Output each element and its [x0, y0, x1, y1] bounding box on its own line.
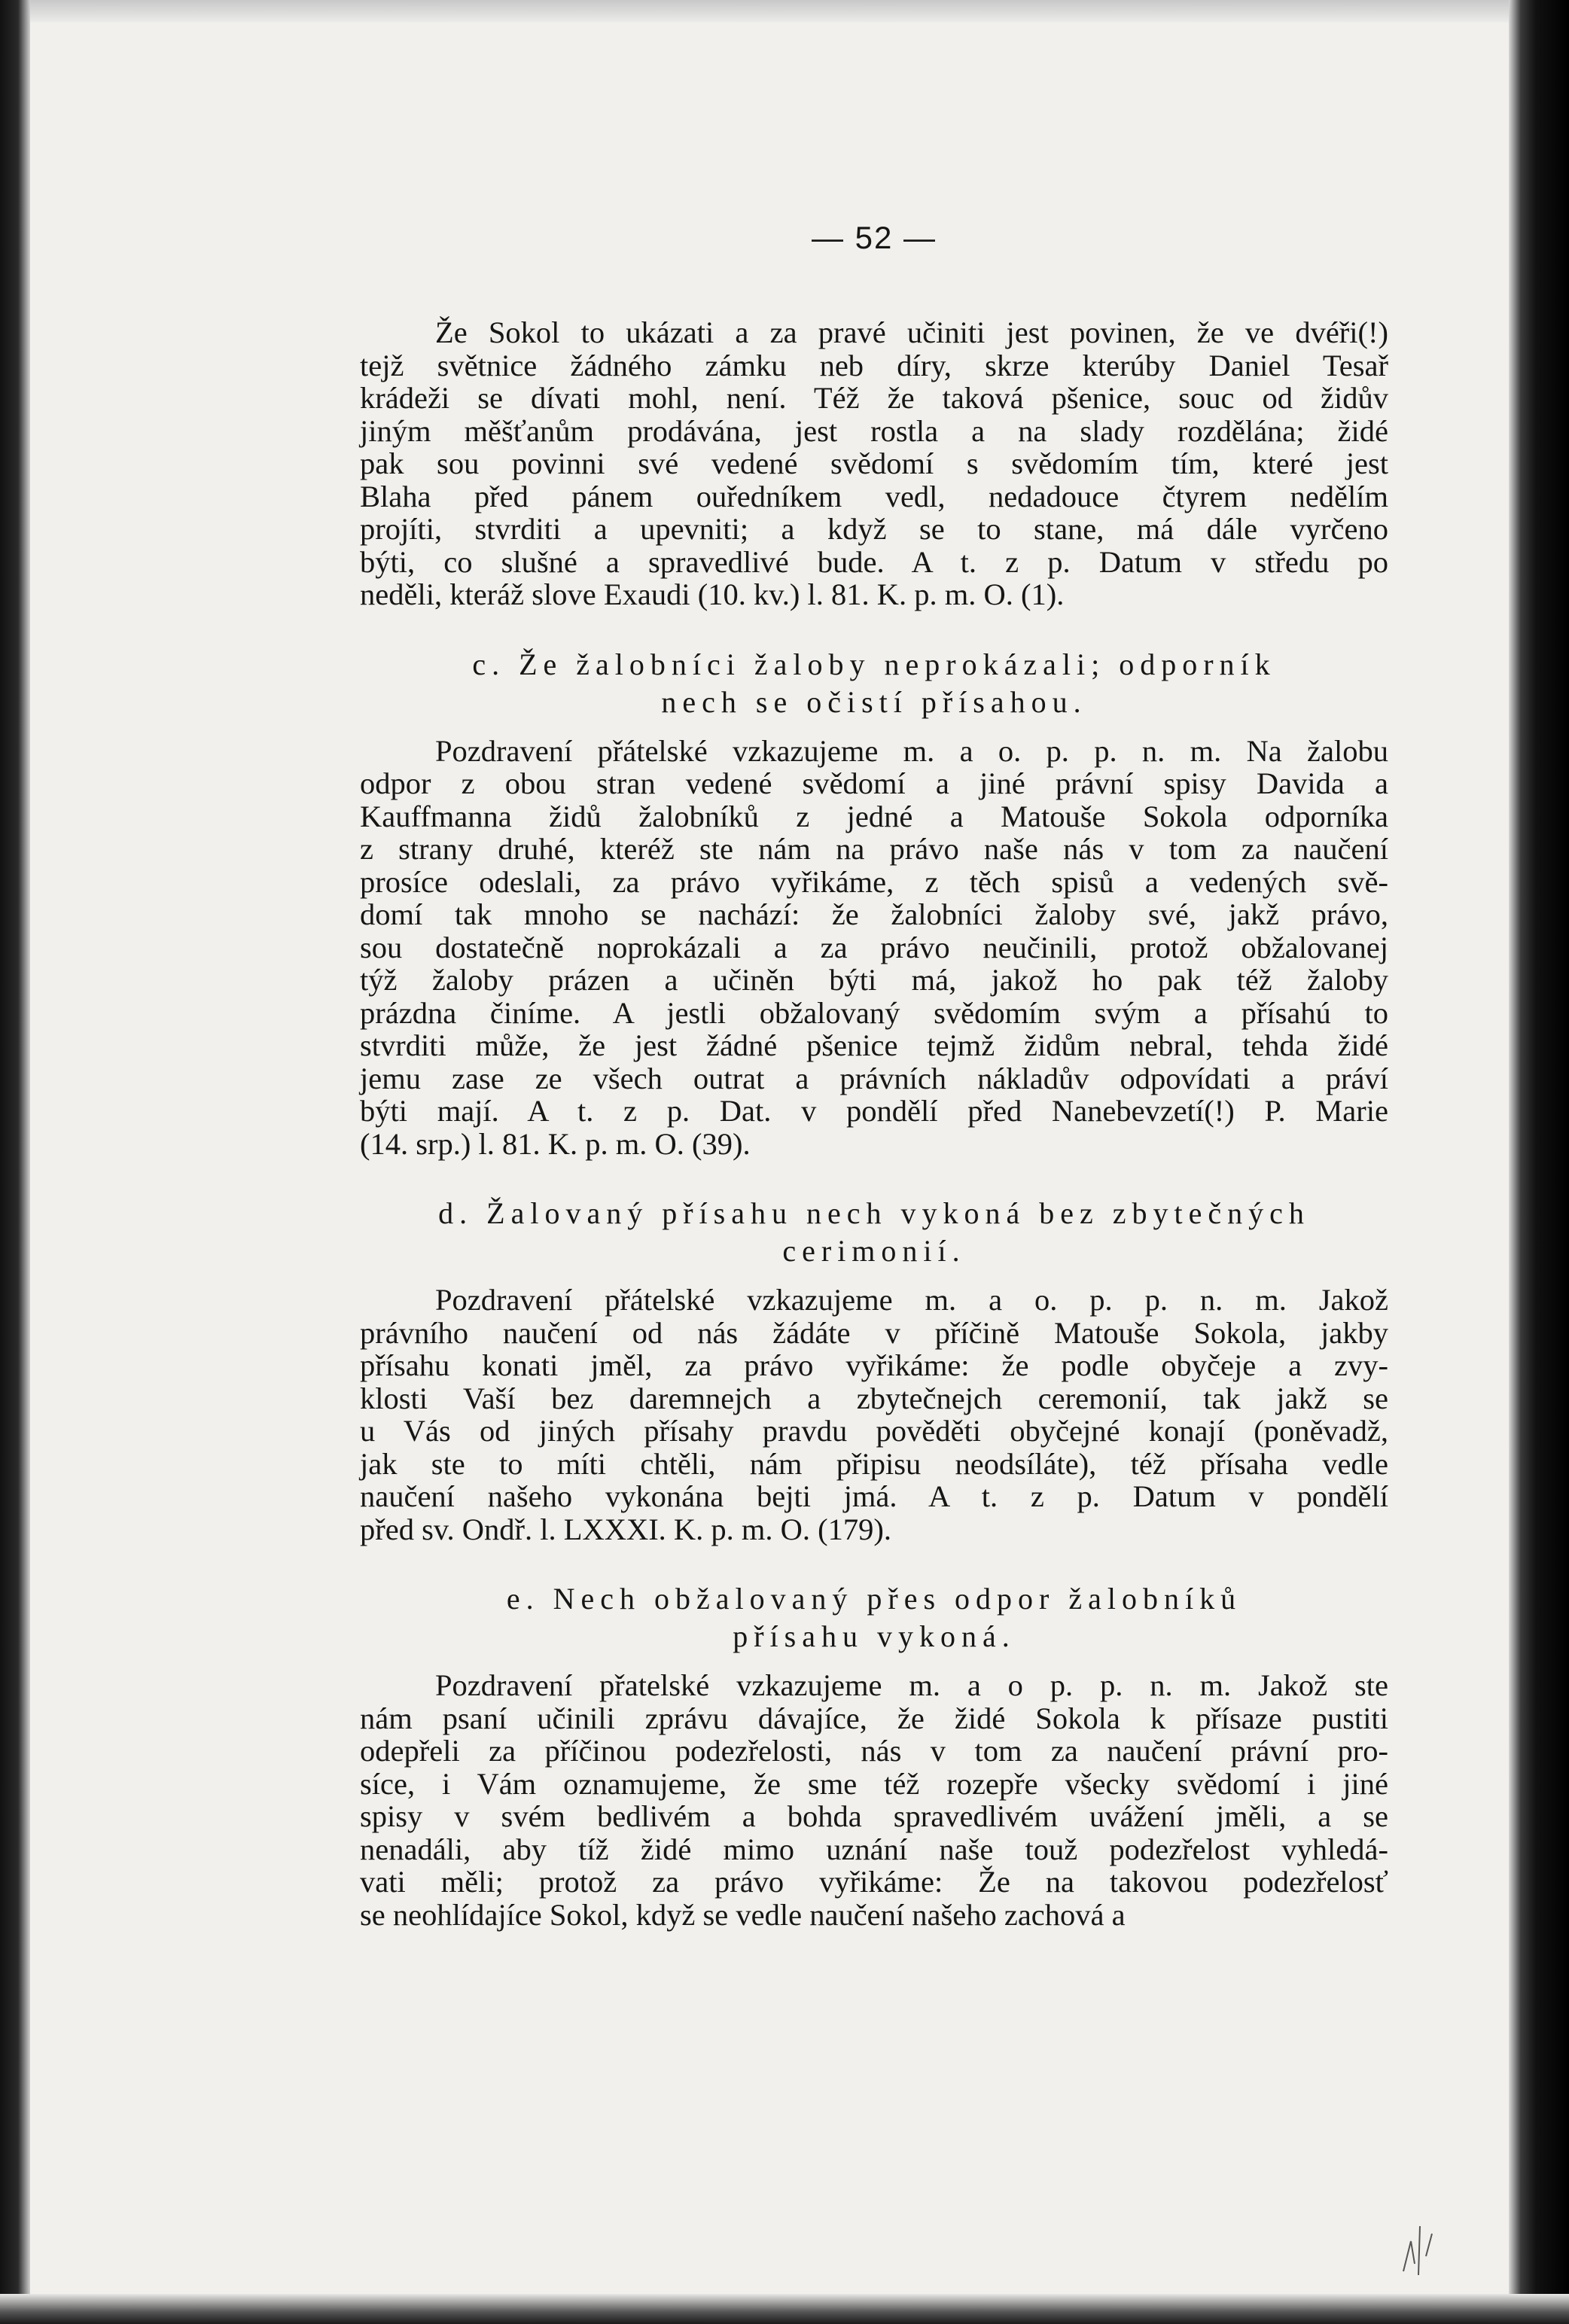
text-line: pak sou povinni své vedené svědomí s svědomím tím, které jest: [360, 446, 1388, 480]
text-line: přísahu vykoná.: [733, 1619, 1016, 1653]
text-line: Pozdravení přatelské vzkazujeme m. a o p. p. n. m. Jakož ste: [435, 1668, 1388, 1702]
page-content: [360, 218, 1388, 1931]
text-line: býti mají. A t. z p. Dat. v pondělí před Nanebevzetí(!) P. Marie: [360, 1094, 1388, 1128]
text-line: býti, co slušné a spravedlivé bude. A t. z p. Datum v středu po: [360, 544, 1388, 579]
text-line: jemu zase ze všech outrat a právních nákladův odpovídati a práví: [360, 1061, 1388, 1095]
text-line: odpor z obou stran vedené svědomí a jiné právní spisy Davida a: [360, 766, 1388, 800]
section-heading: [360, 1580, 1388, 1655]
text-line: tejž světnice žádného zámku neb díry, skrze kterúby Daniel Tesař: [360, 348, 1388, 382]
text-line: klosti Vaší bez daremnejch a zbytečnejch ceremonií, tak jakž se: [360, 1381, 1388, 1415]
text-line: právního naučení od nás žádáte v příčině Matouše Sokola, jakby: [360, 1315, 1388, 1350]
paragraph: [360, 1669, 1388, 1931]
text-line: nám psaní učinili zprávu dávajíce, že židé Sokola k přísaze pustiti: [360, 1701, 1388, 1735]
text-line: e. Nech obžalovaný přes odpor žalobníků: [506, 1582, 1242, 1616]
text-line: projíti, stvrditi a upevniti; a když se to stane, má dále vyrčeno: [360, 512, 1388, 546]
section-heading: [360, 646, 1388, 721]
text-line: (14. srp.) l. 81. K. p. m. O. (39).: [360, 1126, 751, 1161]
text-line: spisy v svém bedlivém a bohda spravedlivém uvážení jměli, a se: [360, 1799, 1388, 1833]
text-line: stvrditi může, že jest žádné pšenice tejmž židům nebral, tehda židé: [360, 1028, 1388, 1062]
text-line: Že Sokol to ukázati a za pravé učiniti jest povinen, že ve dvéři(!): [435, 315, 1388, 349]
text-line: Kauffmanna židů žalobníků z jedné a Matouše Sokola odporníka: [360, 799, 1388, 833]
text-line: se neohlídajíce Sokol, když se vedle naučení našeho zachová a: [360, 1897, 1126, 1932]
page-number: — 52 —: [811, 220, 937, 255]
text-line: u Vás od jiných přísahy pravdu pověděti obyčejné konají (poněvadž,: [360, 1414, 1388, 1448]
text-line: přísahu konati jměl, za právo vyřikáme: že podle obyčeje a zvy-: [360, 1348, 1388, 1382]
text-line: týž žaloby prázen a učiněn býti má, jakož ho pak též žaloby: [360, 963, 1388, 997]
text-line: jiným měšťanům prodávána, jest rostla a na slady rozdělána; židé: [360, 413, 1388, 448]
text-line: nenadáli, aby tíž židé mimo uznání naše touž podezřelost vyhledá-: [360, 1832, 1388, 1866]
scan-edge-top: [0, 0, 1569, 23]
pencil-mark: [1388, 2211, 1456, 2279]
scan-edge-bottom: [0, 2294, 1569, 2324]
paragraph: [360, 1284, 1388, 1546]
text-line: z strany druhé, kteréž ste nám na právo naše nás v tom za naučení: [360, 832, 1388, 866]
text-line: sou dostatečně noprokázali a za právo neučinili, protož obžalovanej: [360, 930, 1388, 964]
text-blocks: [360, 316, 1388, 1931]
paragraph: [360, 316, 1388, 611]
text-line: cerimonií.: [782, 1234, 966, 1268]
text-line: d. Žalovaný přísahu nech vykoná bez zbytečných: [438, 1196, 1310, 1230]
text-line: c. Že žalobníci žaloby neprokázali; odporník: [472, 647, 1276, 681]
text-line: Pozdravení přátelské vzkazujeme m. a o. p. p. n. m. Jakož: [435, 1283, 1388, 1317]
text-line: Blaha před pánem ouředníkem vedl, nedadouce čtyrem nedělím: [360, 479, 1388, 513]
text-line: síce, i Vám oznamujeme, že sme též rozepře všecky svědomí i jiné: [360, 1766, 1388, 1801]
text-line: Pozdravení přátelské vzkazujeme m. a o. p. p. n. m. Na žalobu: [435, 733, 1388, 768]
scan-edge-right: [1509, 0, 1569, 2324]
text-line: krádeži se dívati mohl, není. Též že taková pšenice, souc od židův: [360, 381, 1388, 415]
paragraph: [360, 735, 1388, 1161]
text-line: odepřeli za příčinou podezřelosti, nás v tom za naučení právní pro-: [360, 1734, 1388, 1768]
text-line: před sv. Ondř. l. LXXXI. K. p. m. O. (179).: [360, 1512, 892, 1546]
scan-edge-left: [0, 0, 30, 2324]
text-line: prosíce odeslali, za právo vyřikáme, z těch spisů a vedených svě-: [360, 864, 1388, 899]
text-line: nech se očistí přísahou.: [661, 684, 1087, 719]
text-line: domí tak mnoho se nachází: že žalobníci žaloby své, jakž právo,: [360, 897, 1388, 931]
section-heading: [360, 1195, 1388, 1270]
text-line: vati měli; protož za právo vyřikáme: Že na takovou podezřelosť: [360, 1865, 1388, 1899]
text-line: prázdna činíme. A jestli obžalovaný svědomím svým a přísahú to: [360, 995, 1388, 1030]
text-line: neděli, kteráž slove Exaudi (10. kv.) l. 81. K. p. m. O. (1).: [360, 577, 1065, 611]
text-line: naučení našeho vykonána bejti jmá. A t. z p. Datum v pondělí: [360, 1479, 1388, 1513]
text-line: jak ste to míti chtěli, nám připisu neodsíláte), též přísaha vedle: [360, 1446, 1388, 1481]
